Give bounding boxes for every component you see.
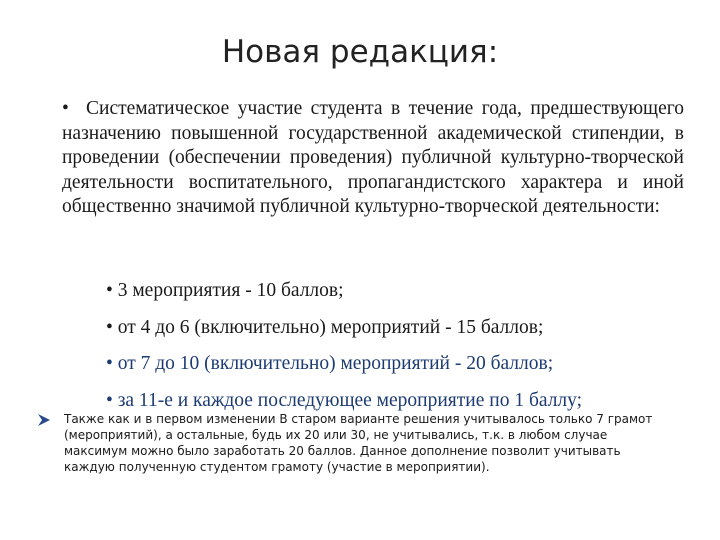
arrow-bullet-icon — [37, 413, 51, 427]
slide-title: Новая редакция: — [221, 34, 499, 70]
score-item-3: • от 7 до 10 (включительно) мероприятий - 20 баллов; — [106, 353, 554, 374]
note-paragraph: Также как и в первом изменении В старом варианте решения учитывалось только 7 грамот (мероприятий), а остальные, будь их 20 или 30, не учитывались, т.к. в любом случае максимум можно было заработать 20 баллов. Данное дополнение позволит учитывать каждую полученную студентом грамоту (участие в мероприятии). — [64, 412, 653, 474]
score-item-4: • за 11-е и каждое последующее мероприятие по 1 баллу; — [106, 389, 583, 411]
main-bullet: • — [62, 98, 69, 119]
score-item-2: • от 4 до 6 (включительно) мероприятий - 15 баллов; — [106, 316, 544, 338]
main-paragraph-text: Систематическое участие студента в течение года, предшествующего назначению повышенной государственной академической стипендии, в проведении (обеспечении проведения) публичной культурно-творческой деятельности воспитательного, пропагандистского характера и иной общественно значимой публичной культурно-творческой деятельности: — [62, 98, 684, 218]
score-list — [106, 279, 582, 425]
main-paragraph — [62, 97, 684, 220]
score-item-1: • 3 мероприятия - 10 баллов; — [106, 280, 344, 301]
